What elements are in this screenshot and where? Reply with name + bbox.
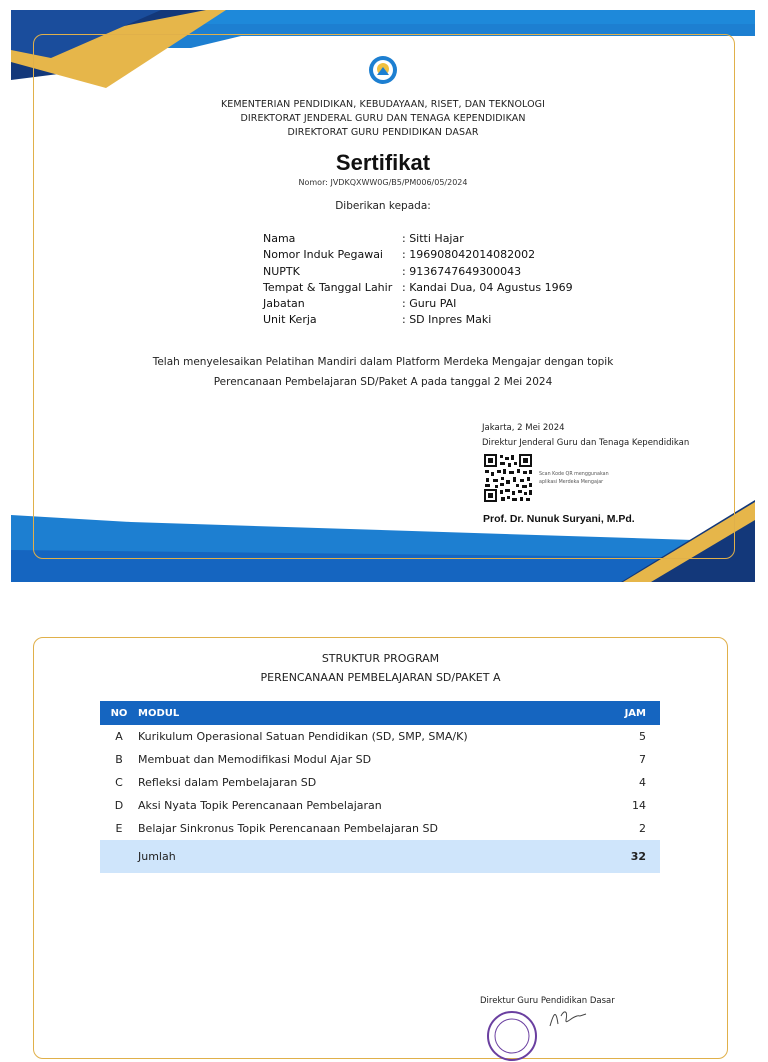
field-row: [263, 264, 573, 280]
field-label: NUPTK: [263, 264, 300, 278]
given-to-label: Diberikan kepada:: [335, 200, 431, 212]
completion-line-2: Perencanaan Pembelajaran SD/Paket A pada tanggal 2 Mei 2024: [213, 376, 553, 388]
field-value: : Kandai Dua, 04 Agustus 1969: [402, 280, 573, 294]
header-modul: MODUL: [138, 701, 586, 725]
table-row: [100, 771, 660, 794]
completion-line-1: Telah menyelesaikan Pelatihan Mandiri dalam Platform Merdeka Mengajar dengan topik: [152, 356, 614, 368]
module-table: [100, 701, 660, 873]
header-no: NO: [100, 701, 138, 725]
qr-code-icon: [483, 453, 533, 503]
qr-note-line-2: aplikasi Merdeka Mengajar: [539, 480, 604, 485]
row-jam: 5: [639, 730, 646, 743]
row-modul: Aksi Nyata Topik Perencanaan Pembelajaran: [138, 799, 382, 812]
field-value: : SD Inpres Maki: [402, 313, 492, 327]
table-row: [100, 748, 660, 771]
header-jam: JAM: [586, 701, 660, 725]
program-title-line-2: PERENCANAAN PEMBELAJARAN SD/PAKET A: [260, 671, 501, 684]
total-value: 32: [586, 840, 660, 873]
field-row: [263, 231, 573, 247]
program-title-line-1: STRUKTUR PROGRAM: [321, 652, 440, 665]
table-row: [100, 794, 660, 817]
qr-note-line-1: Scan Kode QR menggunakan: [539, 472, 609, 477]
row-modul: Refleksi dalam Pembelajaran SD: [138, 776, 317, 789]
certificate-page: [11, 10, 755, 582]
certificate-title: Sertifikat: [335, 150, 431, 175]
completion-statement: [11, 352, 755, 392]
field-label: Nama: [263, 232, 296, 245]
total-row: [100, 840, 660, 873]
ministry-header: [11, 98, 755, 140]
field-value: : Guru PAI: [402, 297, 457, 311]
tut-wuri-handayani-logo: [368, 55, 398, 85]
row-jam: 7: [639, 753, 646, 766]
row-no: B: [115, 753, 123, 766]
program-signer-position: Direktur Guru Pendidikan Dasar: [480, 996, 615, 1006]
field-label: Jabatan: [263, 297, 305, 311]
total-label: Jumlah: [138, 840, 586, 873]
ministry-line-2: DIREKTORAT JENDERAL GURU DAN TENAGA KEPENDIDIKAN: [240, 113, 526, 124]
field-value: : 9136747649300043: [402, 264, 522, 278]
field-row: [263, 280, 573, 296]
ministry-line-1: KEMENTERIAN PENDIDIKAN, KEBUDAYAAN, RISET, DAN TEKNOLOGI: [220, 99, 546, 110]
row-modul: Belajar Sinkronus Topik Perencanaan Pembelajaran SD: [138, 822, 438, 835]
table-header-row: [100, 701, 660, 725]
field-row: [263, 296, 573, 312]
program-title: [34, 649, 727, 687]
row-modul: Membuat dan Memodifikasi Modul Ajar SD: [138, 753, 372, 766]
row-no: C: [115, 776, 123, 789]
recipient-details: [263, 231, 573, 329]
official-seal-icon: [486, 1010, 538, 1062]
field-value: : Sitti Hajar: [402, 232, 464, 245]
field-row: [263, 312, 573, 328]
row-no: D: [114, 799, 124, 812]
row-modul: Kurikulum Operasional Satuan Pendidikan (SD, SMP, SMA/K): [138, 730, 468, 743]
field-label: Unit Kerja: [263, 313, 317, 327]
signer-name: Prof. Dr. Nunuk Suryani, M.Pd.: [483, 513, 635, 525]
program-structure-page: [33, 637, 728, 1059]
field-label: Nomor Induk Pegawai: [263, 248, 383, 262]
ministry-line-3: DIREKTORAT GURU PENDIDIKAN DASAR: [287, 127, 479, 138]
field-value: : 196908042014082002: [402, 248, 536, 262]
field-row: [263, 247, 573, 263]
row-jam: 2: [639, 822, 646, 835]
row-jam: 14: [632, 799, 646, 812]
sign-position: Direktur Jenderal Guru dan Tenaga Kependidikan: [482, 438, 690, 448]
table-row: [100, 817, 660, 840]
qr-instruction: [539, 471, 609, 487]
table-row: [100, 725, 660, 748]
row-no: E: [115, 822, 123, 835]
certificate-number: Nomor: JVDKQXWW0G/B5/PM006/05/2024: [298, 178, 468, 187]
signature-block: [482, 421, 689, 451]
row-no: A: [115, 730, 123, 743]
row-jam: 4: [639, 776, 646, 789]
signature-icon: [546, 1008, 591, 1028]
field-label: Tempat & Tanggal Lahir: [263, 280, 393, 294]
sign-place-date: Jakarta, 2 Mei 2024: [482, 423, 565, 433]
